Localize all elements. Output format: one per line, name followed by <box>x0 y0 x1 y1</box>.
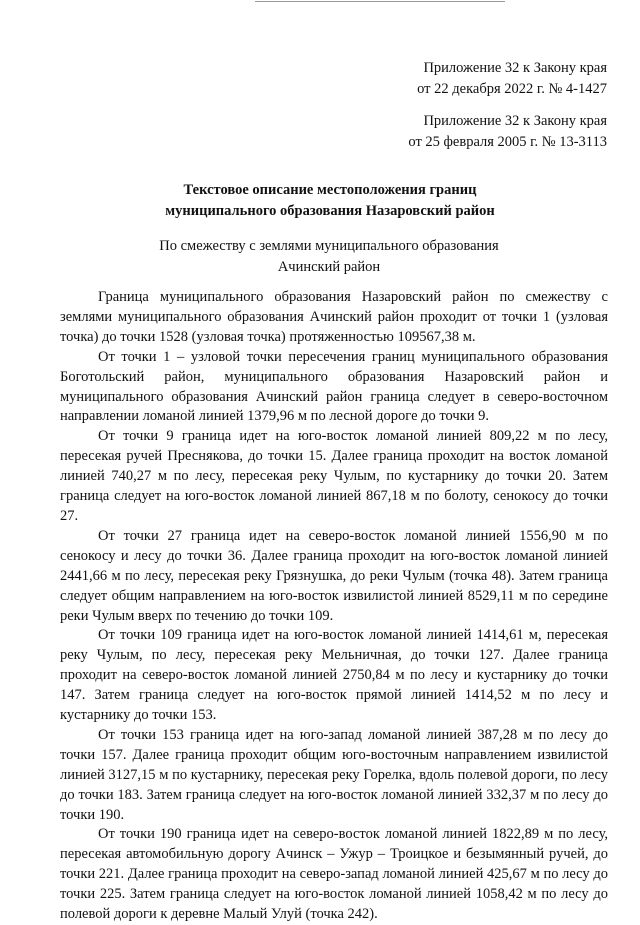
paragraph: От точки 1 – узловой точки пересечения границ муниципального образования Боготольский район, муниципального образования Назаровский район и муниципального образования Ачинский район граница следует в северо-восточном направлении ломаной линией 1379,96 м по лесной дороге до точки 9. <box>60 348 608 425</box>
document-subtitle <box>0 236 640 278</box>
title-line2: муниципального образования Назаровский район <box>165 203 495 219</box>
appendix-note-current <box>417 58 607 100</box>
scan-top-edge-line <box>255 1 505 2</box>
document-title <box>0 180 640 222</box>
appendix-current-line2: от 22 декабря 2022 г. № 4-1427 <box>417 81 607 97</box>
paragraph: Граница муниципального образования Назаровский район по смежеству с землями муниципального образования Ачинский район проходит от точки 1 (узловая точка) до точки 1528 (узловая точка) протяженностью 109567,38 м. <box>60 289 608 345</box>
paragraph: От точки 190 граница идет на северо-восток ломаной линией 1822,89 м по лесу, пересекая автомобильную дорогу Ачинск – Ужур – Троицкое и безымянный ручей, до точки 221. Далее граница проходит на северо-запад ломаной линией 425,67 м по лесу до точки 225. Затем граница следует на юго-восток ломаной линией 1058,42 м по лесу до полевой дороги к деревне Малый Улуй (точка 242). <box>60 826 608 923</box>
title-line1: Текстовое описание местоположения границ <box>183 182 477 198</box>
paragraph: От точки 27 граница идет на северо-восток ломаной линией 1556,90 м по сенокосу и лесу до точки 36. Далее граница проходит на юго-восток ломаной линией 2441,66 м по лесу, пересекая реку Грязнушка, до реки Чулым (точка 48). Затем граница следует общим направлением на юго-восток извилистой линией 8529,11 м по середине реки Чулым вверх по течению до точки 109. <box>60 527 608 624</box>
subtitle-line2: Ачинский район <box>277 259 381 275</box>
appendix-original-line2: от 25 февраля 2005 г. № 13-3113 <box>408 134 607 150</box>
document-body <box>60 288 608 925</box>
paragraph: От точки 153 граница идет на юго-запад ломаной линией 387,28 м по лесу до точки 157. Далее граница проходит общим юго-восточным направлением извилистой линией 3127,15 м по кустарнику, пересекая реку Горелка, вдоль полевой дороги, по лесу до точки 183. Затем граница следует на юго-восток ломаной линией 332,37 м по лесу до точки 190. <box>60 726 608 823</box>
appendix-note-original <box>408 111 607 153</box>
paragraph: От точки 109 граница идет на юго-восток ломаной линией 1414,61 м, пересекая реку Чулым, по лесу, пересекая реку Мельничная, до точки 127. Далее граница проходит на северо-восток ломаной линией 2750,84 м по лесу и кустарнику до точки 147. Затем граница следует на юго-восток прямой линией 1414,52 м по лесу и кустарнику до точки 153. <box>60 627 608 724</box>
appendix-original-line1: Приложение 32 к Закону края <box>423 113 607 129</box>
appendix-current-line1: Приложение 32 к Закону края <box>423 60 607 76</box>
subtitle-line1: По смежеству с землями муниципального образования <box>159 238 499 254</box>
paragraph: От точки 9 граница идет на юго-восток ломаной линией 809,22 м по лесу, пересекая ручей Преснякова, до точки 15. Далее граница проходит на восток ломаной линией 740,27 м по лесу, пересекая реку Чулым, по кустарнику до точки 20. Затем граница следует на юго-восток ломаной линией 867,18 м по болоту, сенокосу до точки 27. <box>60 428 608 524</box>
